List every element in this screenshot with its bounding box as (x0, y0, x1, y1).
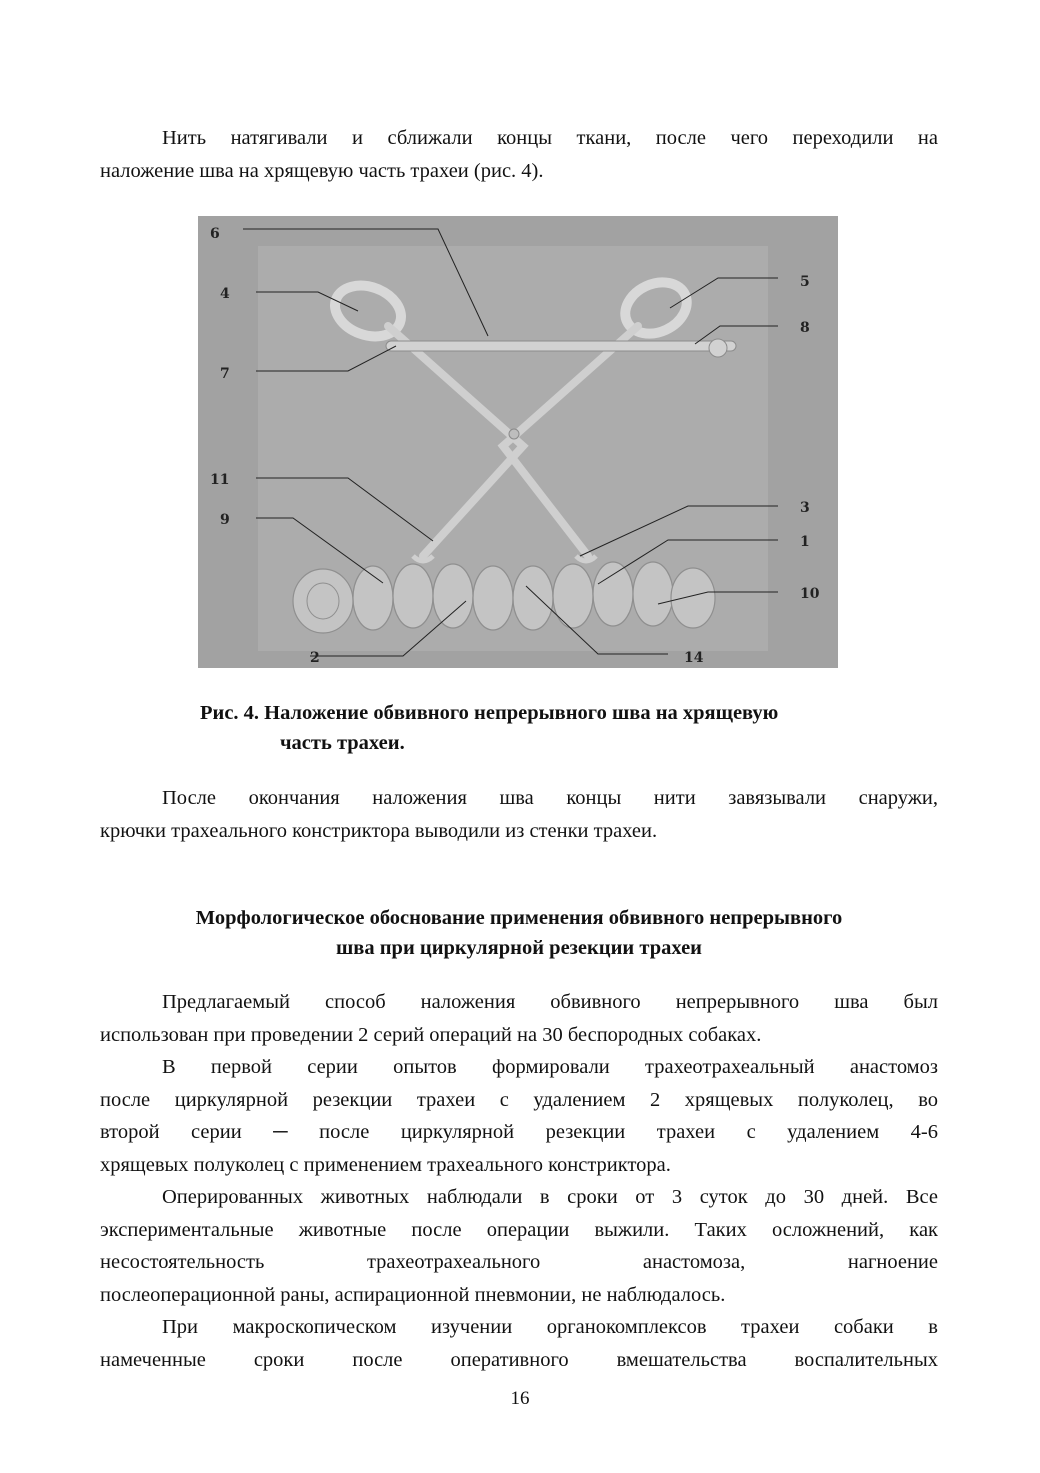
paragraph-method (100, 986, 938, 1051)
text-line: хрящевых полуколец с применением трахеального констриктора. (100, 1153, 671, 1176)
figure-illustration (198, 216, 838, 668)
paragraph-outcome (100, 1181, 938, 1311)
figure-label-10: 10 (800, 586, 820, 602)
paragraph-series (100, 1051, 938, 1181)
figure-label-7: 7 (220, 366, 230, 382)
text-line: несостоятельность трахеотрахеального анастомоза, нагноение (100, 1251, 938, 1273)
text-line: Оперированных животных наблюдали в сроки от 3 суток до 30 дней. Все (162, 1186, 938, 1208)
text-line: Предлагаемый способ наложения обвивного непрерывного шва был (162, 991, 938, 1013)
caption-line: Рис. 4. Наложение обвивного непрерывного шва на хрящевую (200, 702, 779, 724)
text-line: В первой серии опытов формировали трахеотрахеальный анастомоз (162, 1056, 938, 1078)
text-line: использован при проведении 2 серий операций на 30 беспородных собаках. (100, 1023, 762, 1046)
figure-label-2: 2 (310, 650, 320, 666)
figure-label-3: 3 (800, 500, 810, 516)
page-number: 16 (510, 1388, 530, 1409)
figure-label-1: 1 (800, 534, 810, 550)
paragraph-after-figure (100, 782, 938, 847)
text-line: наложение шва на хрящевую часть трахеи (рис. 4). (100, 159, 544, 182)
text-line: второй серии ─ после циркулярной резекции трахеи с удалением 4-6 (100, 1121, 938, 1143)
section-heading (100, 903, 938, 963)
paragraph-intro (100, 122, 938, 187)
text-line: послеоперационной раны, аспирационной пневмонии, не наблюдалось. (100, 1283, 726, 1306)
figure-label-6: 6 (210, 226, 220, 242)
heading-line: Морфологическое обоснование применения обвивного непрерывного (195, 907, 843, 929)
text-line: экспериментальные животные после операции выжили. Таких осложнений, как (100, 1218, 938, 1241)
text-line: после циркулярной резекции трахеи с удалением 2 хрящевых полуколец, во (100, 1088, 938, 1111)
text-line: После окончания наложения шва концы нити завязывали снаружи, (162, 787, 938, 809)
figure-label-5: 5 (800, 274, 810, 290)
figure-caption (200, 698, 920, 758)
caption-line: часть трахеи. (280, 732, 405, 754)
figure-label-4: 4 (220, 286, 230, 302)
figure-label-9: 9 (220, 512, 230, 528)
text-line: намеченные сроки после оперативного вмешательства воспалительных (100, 1348, 938, 1371)
heading-line: шва при циркулярной резекции трахеи (335, 937, 702, 959)
figure-trachea-suture (198, 216, 838, 668)
figure-label-14: 14 (684, 650, 704, 666)
figure-label-8: 8 (800, 320, 810, 336)
text-line: При макроскопическом изучении органокомплексов трахеи собаки в (162, 1316, 938, 1338)
text-line: Нить натягивали и сближали концы ткани, после чего переходили на (162, 127, 938, 149)
figure-label-11: 11 (210, 472, 230, 488)
text-line: крючки трахеального констриктора выводили из стенки трахеи. (100, 819, 658, 842)
paragraph-macroscopic (100, 1311, 938, 1376)
